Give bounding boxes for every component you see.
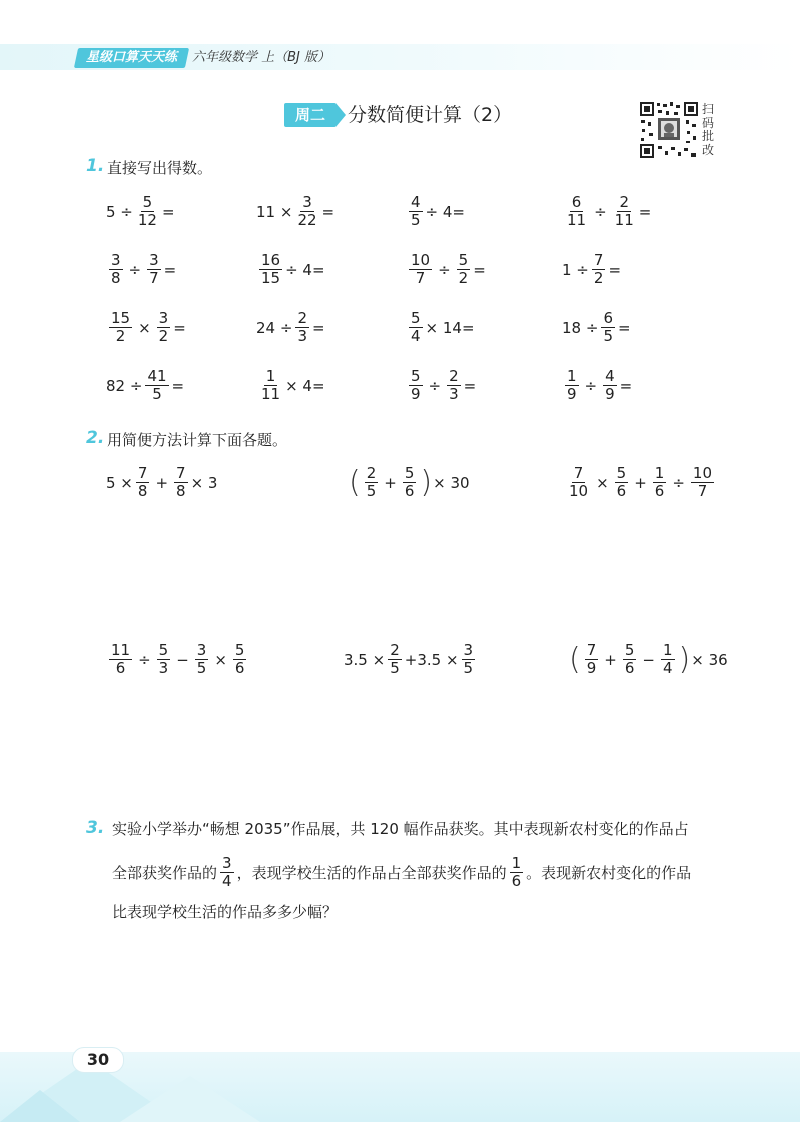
oral-problem bbox=[406, 368, 476, 403]
expr-text: = bbox=[608, 260, 622, 279]
fraction bbox=[603, 368, 617, 403]
oral-problem bbox=[256, 252, 325, 287]
numerator: 1 bbox=[662, 641, 673, 659]
operator: + bbox=[155, 473, 169, 492]
denominator: 2 bbox=[458, 269, 469, 287]
fraction bbox=[157, 642, 171, 677]
denominator: 15 bbox=[261, 269, 281, 287]
expr-text: 82 ÷ bbox=[106, 376, 143, 395]
numerator: 3 bbox=[149, 251, 159, 269]
denominator: 6 bbox=[511, 872, 522, 890]
operator: + bbox=[384, 473, 397, 492]
section-1-instruction: 直接写出得数。 bbox=[107, 159, 213, 177]
fraction bbox=[409, 368, 423, 403]
denominator: 6 bbox=[234, 659, 245, 677]
fraction bbox=[157, 310, 171, 345]
denominator: 10 bbox=[569, 482, 589, 500]
denominator: 8 bbox=[137, 482, 148, 500]
numerator: 5 bbox=[411, 309, 421, 327]
numerator: 5 bbox=[411, 367, 421, 385]
denominator: 3 bbox=[449, 385, 459, 403]
expr-text: × 30 bbox=[433, 473, 470, 492]
section-3-number: 3. bbox=[86, 818, 105, 838]
qr-code[interactable] bbox=[640, 102, 698, 158]
numerator: 10 bbox=[692, 464, 713, 482]
fraction bbox=[109, 310, 132, 345]
fraction bbox=[136, 465, 150, 500]
numerator: 4 bbox=[411, 193, 421, 211]
day-tag: 周二 bbox=[284, 103, 336, 127]
oral-problem bbox=[406, 194, 465, 229]
denominator: 11 bbox=[614, 211, 634, 229]
expr-text: × 36 bbox=[691, 650, 728, 669]
denominator: 3 bbox=[297, 327, 307, 345]
numerator: 2 bbox=[449, 367, 459, 385]
fraction bbox=[592, 252, 606, 287]
denominator: 9 bbox=[411, 385, 421, 403]
expr-text: +3.5 × bbox=[404, 650, 459, 669]
expr-text: = bbox=[638, 202, 652, 221]
denominator: 6 bbox=[624, 659, 635, 677]
numerator: 5 bbox=[404, 464, 415, 482]
denominator: 6 bbox=[404, 482, 415, 500]
denominator: 7 bbox=[415, 269, 426, 287]
denominator: 5 bbox=[366, 482, 377, 500]
denominator: 4 bbox=[222, 872, 232, 890]
fraction bbox=[409, 194, 423, 229]
denominator: 6 bbox=[616, 482, 627, 500]
expr-text: = bbox=[473, 260, 486, 279]
denominator: 4 bbox=[662, 659, 673, 677]
operator: ÷ bbox=[594, 202, 607, 221]
numerator: 3 bbox=[463, 641, 474, 659]
numerator: 15 bbox=[111, 309, 131, 327]
fraction bbox=[409, 310, 423, 345]
operator: − bbox=[642, 650, 655, 669]
expr-text: 11 × bbox=[256, 202, 293, 221]
numerator: 5 bbox=[616, 464, 627, 482]
denominator: 12 bbox=[137, 211, 157, 229]
denominator: 6 bbox=[654, 482, 665, 500]
operator: ÷ bbox=[428, 376, 442, 395]
expr-text: ÷ 4= bbox=[425, 202, 465, 221]
expr-text: = bbox=[171, 376, 185, 395]
left-paren: ( bbox=[349, 464, 361, 500]
fraction bbox=[457, 252, 471, 287]
denominator: 7 bbox=[149, 269, 159, 287]
numerator: 7 bbox=[176, 464, 186, 482]
left-paren: ( bbox=[569, 641, 581, 677]
fraction bbox=[623, 642, 637, 677]
fraction bbox=[601, 310, 615, 345]
denominator: 8 bbox=[176, 482, 186, 500]
qr-caption-char: 批 bbox=[702, 129, 715, 143]
denominator: 7 bbox=[697, 482, 708, 500]
series-badge bbox=[74, 48, 189, 68]
right-paren: ) bbox=[678, 641, 691, 677]
fraction bbox=[388, 642, 402, 677]
expr-text: = bbox=[619, 376, 633, 395]
numerator: 2 bbox=[619, 193, 629, 211]
fraction bbox=[220, 855, 234, 890]
fraction bbox=[145, 368, 168, 403]
expr-text: 5 × bbox=[106, 473, 133, 492]
denominator: 8 bbox=[111, 269, 121, 287]
denominator: 5 bbox=[152, 385, 162, 403]
expr-text: = bbox=[617, 318, 631, 337]
numerator: 11 bbox=[111, 641, 131, 659]
oral-problem bbox=[406, 252, 486, 287]
denominator: 5 bbox=[603, 327, 613, 345]
fraction bbox=[174, 465, 188, 500]
fraction bbox=[195, 642, 209, 677]
numerator: 7 bbox=[593, 251, 604, 269]
expr-text: 5 ÷ bbox=[106, 202, 133, 221]
numerator: 3 bbox=[302, 193, 312, 211]
numerator: 3 bbox=[111, 251, 121, 269]
numerator: 5 bbox=[624, 641, 635, 659]
numerator: 7 bbox=[573, 464, 584, 482]
fraction bbox=[447, 368, 461, 403]
fraction bbox=[661, 642, 675, 677]
right-paren: ) bbox=[420, 464, 433, 500]
numerator: 6 bbox=[571, 193, 582, 211]
fraction bbox=[136, 194, 159, 229]
denominator: 2 bbox=[158, 327, 169, 345]
expr-text: = bbox=[321, 202, 335, 221]
problem-text: 全部获奖作品的 bbox=[112, 864, 218, 882]
denominator: 5 bbox=[463, 659, 474, 677]
oral-problem bbox=[106, 194, 175, 229]
denominator: 11 bbox=[567, 211, 587, 229]
simplify-problem bbox=[344, 642, 478, 677]
numerator: 2 bbox=[366, 464, 377, 482]
fraction bbox=[259, 368, 282, 403]
fraction bbox=[233, 642, 247, 677]
problem-text: ，表现学校生活的作品占全部获奖作品的 bbox=[236, 864, 507, 882]
section-2-instruction: 用简便方法计算下面各题。 bbox=[107, 431, 288, 449]
expr-text: × 4= bbox=[285, 376, 325, 395]
fraction bbox=[653, 465, 667, 500]
section-1-number: 1. bbox=[86, 156, 105, 176]
numerator: 3 bbox=[158, 309, 169, 327]
numerator: 5 bbox=[234, 641, 245, 659]
qr-caption-char: 改 bbox=[702, 142, 715, 157]
expr-text: × 3 bbox=[190, 473, 218, 492]
numerator: 1 bbox=[567, 367, 577, 385]
page-number: 30 bbox=[72, 1047, 124, 1073]
operator: ÷ bbox=[438, 260, 451, 279]
oral-problem bbox=[562, 252, 621, 287]
fraction bbox=[295, 194, 318, 229]
expr-text: 3.5 × bbox=[344, 650, 386, 669]
numerator: 16 bbox=[261, 251, 281, 269]
expr-text: 18 ÷ bbox=[562, 318, 599, 337]
numerator: 2 bbox=[390, 641, 400, 659]
oral-problem bbox=[562, 194, 651, 229]
oral-problem bbox=[106, 368, 184, 403]
fraction bbox=[109, 642, 132, 677]
operator: ÷ bbox=[584, 376, 598, 395]
expr-text: × 14= bbox=[425, 318, 475, 337]
oral-problem bbox=[106, 252, 176, 287]
oral-problem bbox=[562, 310, 631, 345]
qr-caption bbox=[702, 103, 716, 157]
oral-problem bbox=[406, 310, 475, 345]
denominator: 3 bbox=[158, 659, 169, 677]
problem-text: 。表现新农村变化的作品 bbox=[526, 864, 692, 882]
operator: ÷ bbox=[128, 260, 142, 279]
oral-problem bbox=[256, 194, 334, 229]
numerator: 1 bbox=[265, 367, 276, 385]
numerator: 5 bbox=[458, 251, 469, 269]
operator: × bbox=[214, 650, 227, 669]
fraction bbox=[295, 310, 309, 345]
denominator: 2 bbox=[115, 327, 126, 345]
fraction bbox=[565, 368, 579, 403]
fraction bbox=[613, 194, 636, 229]
denominator: 5 bbox=[196, 659, 207, 677]
operator: + bbox=[604, 650, 617, 669]
expr-text: = bbox=[173, 318, 186, 337]
expr-text: 24 ÷ bbox=[256, 318, 293, 337]
fraction bbox=[365, 465, 379, 500]
numerator: 5 bbox=[158, 641, 169, 659]
fraction bbox=[109, 252, 123, 287]
grade-info: 六年级数学 上（BJ 版） bbox=[192, 50, 331, 65]
fraction bbox=[409, 252, 432, 287]
word-problem-line bbox=[112, 855, 691, 890]
oral-problem bbox=[256, 368, 325, 403]
simplify-problem bbox=[106, 465, 217, 500]
expr-text: ÷ 4= bbox=[285, 260, 325, 279]
denominator: 5 bbox=[390, 659, 400, 677]
operator: ÷ bbox=[138, 650, 151, 669]
denominator: 5 bbox=[411, 211, 421, 229]
section-2-number: 2. bbox=[86, 428, 105, 448]
operator: − bbox=[176, 650, 189, 669]
fraction bbox=[462, 642, 476, 677]
numerator: 2 bbox=[297, 309, 307, 327]
denominator: 9 bbox=[567, 385, 577, 403]
oral-problem bbox=[256, 310, 325, 345]
word-problem-line: 实验小学举办“畅想 2035”作品展，共 120 幅作品获奖。其中表现新农村变化的作品占 bbox=[112, 820, 689, 838]
denominator: 11 bbox=[261, 385, 281, 403]
numerator: 5 bbox=[142, 193, 153, 211]
numerator: 3 bbox=[196, 641, 207, 659]
oral-problem bbox=[106, 310, 186, 345]
numerator: 1 bbox=[654, 464, 665, 482]
operator: ÷ bbox=[672, 473, 685, 492]
numerator: 10 bbox=[411, 251, 431, 269]
operator: × bbox=[596, 473, 609, 492]
fraction bbox=[147, 252, 161, 287]
oral-problem bbox=[562, 368, 632, 403]
operator: + bbox=[634, 473, 647, 492]
expr-text: 1 ÷ bbox=[562, 260, 589, 279]
fraction bbox=[615, 465, 629, 500]
fraction bbox=[259, 252, 282, 287]
numerator: 3 bbox=[222, 854, 232, 872]
denominator: 9 bbox=[605, 385, 615, 403]
simplify-problem bbox=[568, 642, 728, 677]
fraction bbox=[691, 465, 714, 500]
denominator: 22 bbox=[297, 211, 317, 229]
expr-text: = bbox=[463, 376, 477, 395]
numerator: 6 bbox=[603, 309, 613, 327]
denominator: 6 bbox=[115, 659, 126, 677]
numerator: 41 bbox=[147, 367, 167, 385]
fraction bbox=[510, 855, 524, 890]
qr-caption-char: 扫 bbox=[702, 102, 715, 116]
fraction bbox=[567, 465, 590, 500]
word-problem-line: 比表现学校生活的作品多多少幅？ bbox=[112, 903, 338, 921]
operator: × bbox=[138, 318, 151, 337]
fraction bbox=[565, 194, 588, 229]
fraction bbox=[585, 642, 599, 677]
expr-text: = bbox=[163, 260, 177, 279]
simplify-problem bbox=[348, 465, 470, 500]
numerator: 1 bbox=[511, 854, 522, 872]
simplify-problem bbox=[564, 465, 717, 500]
numerator: 4 bbox=[605, 367, 615, 385]
denominator: 2 bbox=[593, 269, 604, 287]
denominator: 4 bbox=[411, 327, 421, 345]
numerator: 7 bbox=[137, 464, 148, 482]
series-name: 星级口算天天练 bbox=[86, 50, 178, 65]
expr-text: = bbox=[161, 202, 175, 221]
denominator: 9 bbox=[586, 659, 597, 677]
expr-text: = bbox=[311, 318, 325, 337]
numerator: 7 bbox=[586, 641, 597, 659]
page-title: 分数简便计算（2） bbox=[348, 104, 513, 126]
fraction bbox=[403, 465, 417, 500]
simplify-problem bbox=[106, 642, 249, 677]
qr-caption-char: 码 bbox=[702, 115, 715, 130]
